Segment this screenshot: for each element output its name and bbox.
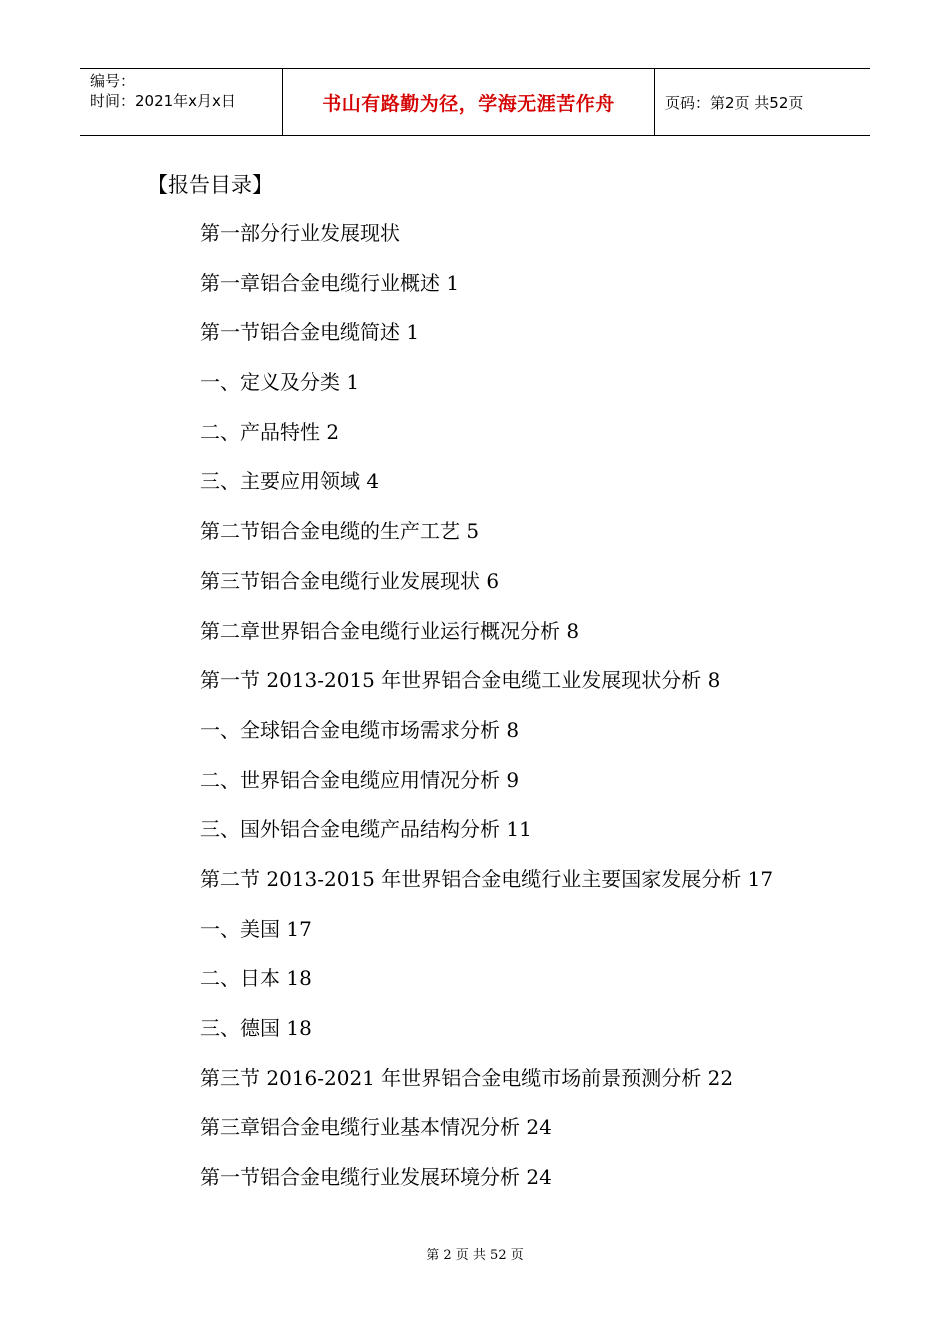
toc-item: 二、世界铝合金电缆应用情况分析 9 — [200, 767, 520, 792]
header-page-cell — [655, 69, 870, 135]
toc-item: 第一节铝合金电缆简述 1 — [200, 320, 420, 345]
toc-list — [200, 218, 773, 1212]
toc-item: 第三节 2016-2021 年世界铝合金电缆市场前景预测分析 22 — [200, 1065, 734, 1090]
toc-item: 一、定义及分类 1 — [200, 370, 360, 395]
page-footer: 第 2 页 共 52 页 — [426, 1248, 524, 1263]
toc-item: 二、产品特性 2 — [200, 419, 340, 444]
toc-heading: 【报告目录】 — [147, 173, 273, 197]
toc-item: 第一部分行业发展现状 — [200, 221, 400, 245]
toc-item: 三、德国 18 — [200, 1016, 312, 1040]
toc-item: 第二节铝合金电缆的生产工艺 5 — [200, 519, 480, 544]
document-header — [80, 68, 870, 136]
toc-item: 第一节铝合金电缆行业发展环境分析 24 — [200, 1165, 552, 1190]
toc-item: 三、主要应用领域 4 — [200, 469, 380, 494]
toc-item: 第一章铝合金电缆行业概述 1 — [200, 270, 460, 295]
toc-item: 一、美国 17 — [200, 916, 312, 941]
toc-item: 第三节铝合金电缆行业发展现状 6 — [200, 568, 500, 593]
toc-item: 第二章世界铝合金电缆行业运行概况分析 8 — [200, 618, 580, 643]
document-date-label: 时间：2021年x月x日 — [90, 92, 236, 110]
header-page-info: 页码：第2页 共52页 — [665, 93, 804, 112]
header-motto: 书山有路勤为径，学海无涯苦作舟 — [322, 92, 615, 115]
header-meta-cell — [80, 69, 282, 135]
toc-item: 一、全球铝合金电缆市场需求分析 8 — [200, 717, 520, 742]
toc-item: 三、国外铝合金电缆产品结构分析 11 — [200, 817, 532, 842]
toc-item: 第一节 2013-2015 年世界铝合金电缆工业发展现状分析 8 — [200, 668, 721, 693]
toc-item: 第三章铝合金电缆行业基本情况分析 24 — [200, 1115, 552, 1140]
toc-item: 二、日本 18 — [200, 966, 312, 991]
toc-item: 第二节 2013-2015 年世界铝合金电缆行业主要国家发展分析 17 — [200, 866, 774, 891]
document-number-label: 编号： — [90, 72, 136, 90]
header-motto-cell — [282, 69, 655, 135]
